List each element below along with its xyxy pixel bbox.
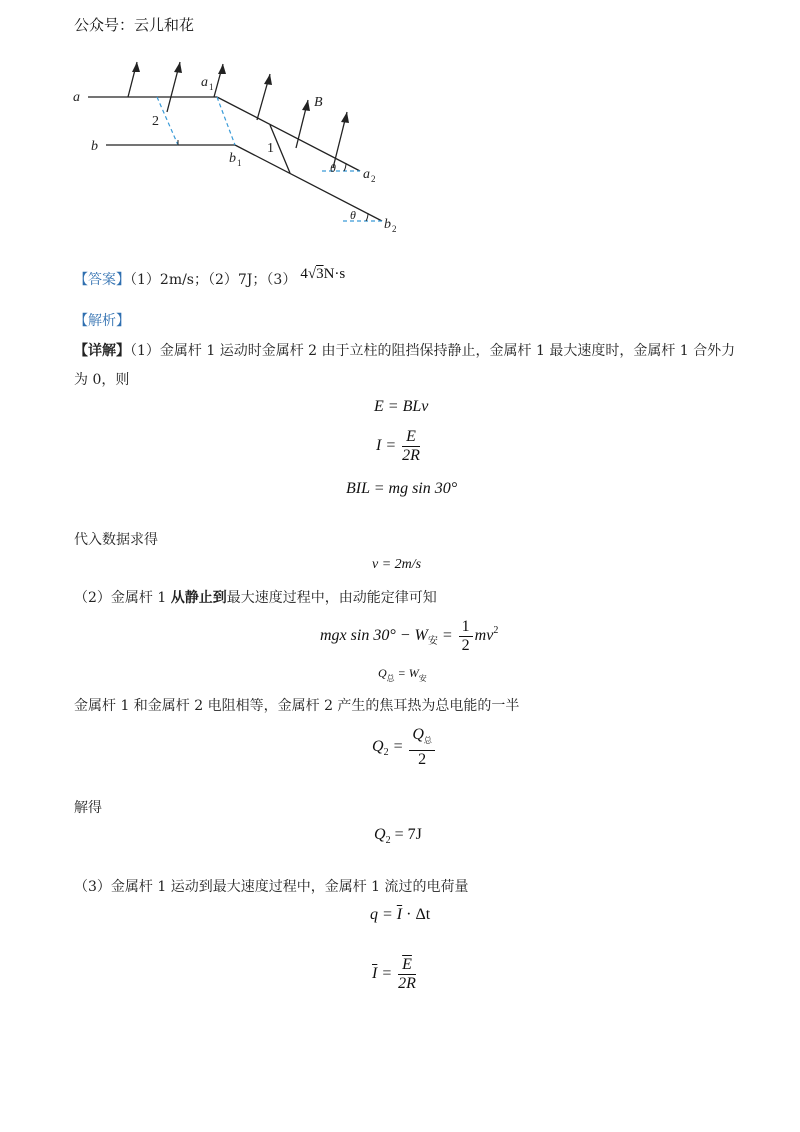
eq-emf: E = BLv (374, 398, 429, 415)
eq-energy: mgx $\sin 30^\circ - W_安$ = $\frac{1}{2}$ $mv^2$ (320, 618, 499, 654)
eq-velocity: v = 2m/s (372, 557, 422, 572)
svg-text:2: 2 (392, 224, 397, 234)
text-substitute: 代入数据求得 (74, 532, 158, 548)
label-b1: b (229, 151, 236, 166)
eq-current: I = $\frac{E}{2R}$ (376, 428, 420, 464)
detail-line-2: 为 0，则 (74, 372, 130, 388)
svg-text:1: 1 (209, 82, 214, 92)
answer-line (74, 266, 346, 290)
text-equal-resistance: 金属杆 1 和金属杆 2 电阻相等，金属杆 2 产生的焦耳热为总电能的一半 (74, 698, 520, 714)
detail-line-1: 【详解】（1）金属杆 1 运动时金属杆 2 由于立柱的阻挡保持静止，金属杆 1 最大速度时，金属杆 1 合外力 (74, 343, 736, 359)
eq-charge: $q = \overline{I} \cdot \Delta t$ (370, 906, 431, 923)
label-b: b (91, 139, 98, 154)
rail-b-incline (235, 145, 382, 221)
label-b2: b (384, 217, 391, 232)
eq-q2-half: $Q_2$ = $\frac{Q_总}{2}$ (372, 726, 437, 769)
rod-2-dashed (157, 97, 178, 145)
analysis-tag: 【解析】 (74, 313, 130, 329)
label-theta-2: θ (350, 208, 356, 222)
eq-q2-value: $Q_2 = 7J$ (374, 826, 422, 846)
text-solve: 解得 (74, 800, 102, 816)
svg-text:1: 1 (237, 158, 242, 168)
label-rod-1: 1 (267, 141, 274, 156)
label-theta-1: θ (330, 161, 336, 175)
answer-text: （1）2m/s；（2）7J；（3） (130, 272, 297, 288)
detail-tag: 【详解】 (74, 343, 130, 359)
page-header: 公众号：云儿和花 (74, 16, 195, 34)
label-field-b: B (314, 95, 323, 110)
answer-tag: 【答案】 (74, 272, 130, 288)
label-a2: a (363, 167, 370, 182)
label-a: a (73, 90, 80, 105)
label-a1: a (201, 75, 208, 90)
answer-impulse: 4√3N·s (300, 266, 346, 282)
eq-force-balance: BIL = mg sin 30° (346, 480, 458, 497)
part2-line: （2）金属杆 1 从静止到最大速度过程中，由动能定律可知 (74, 590, 437, 606)
eq-avg-current: $\overline{I}$ = $\frac{\overline{E}}{2R}$ (372, 956, 416, 992)
label-rod-2: 2 (152, 114, 159, 129)
part3-line: （3）金属杆 1 运动到最大速度过程中，金属杆 1 流过的电荷量 (74, 879, 469, 895)
svg-text:2: 2 (371, 174, 376, 184)
rail-diagram (60, 54, 400, 244)
eq-heat-total: $Q_总 = W_安$ (378, 666, 427, 683)
